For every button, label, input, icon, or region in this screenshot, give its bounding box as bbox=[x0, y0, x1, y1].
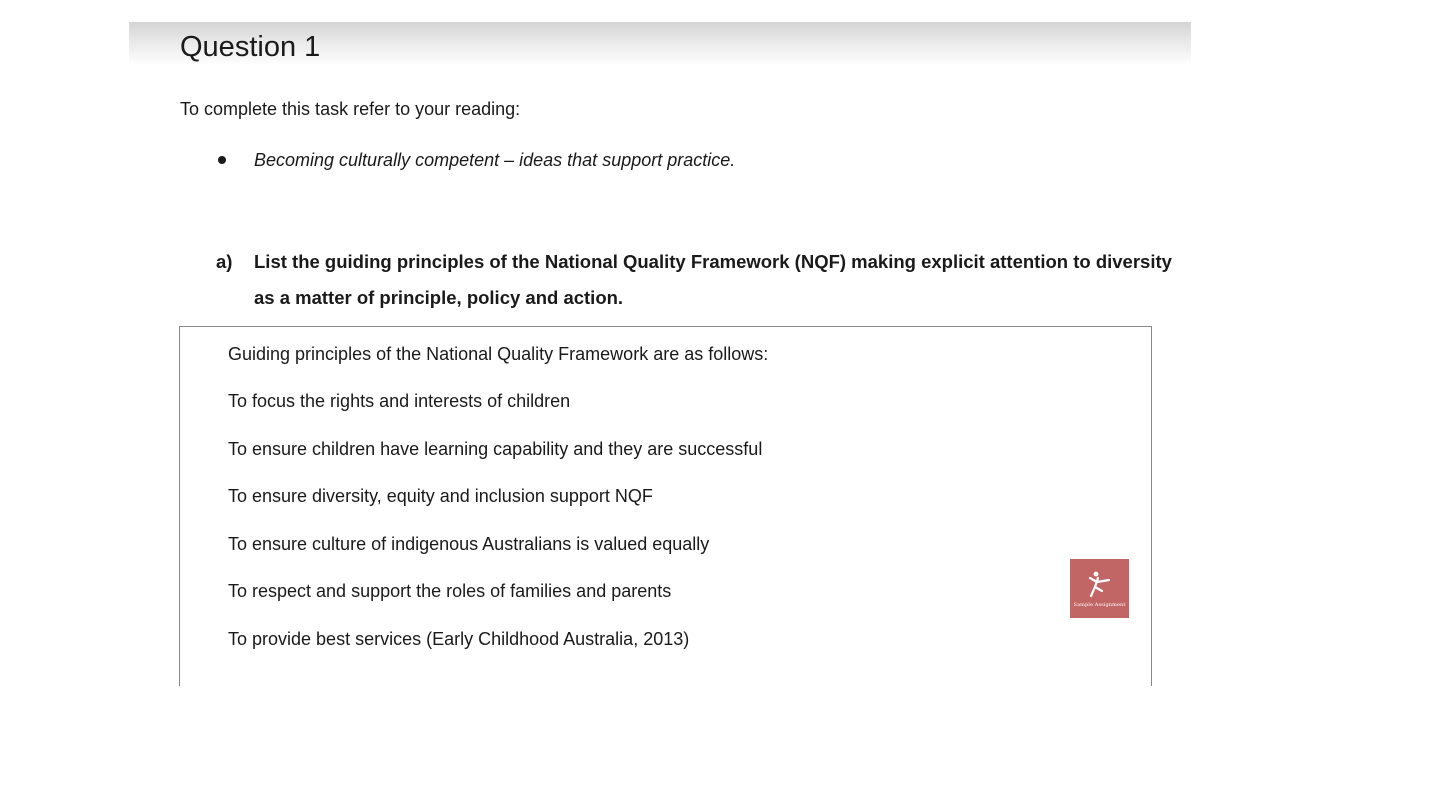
answer-box bbox=[179, 326, 1152, 686]
answer-line: To focus the rights and interests of children bbox=[228, 391, 571, 411]
answer-line: Guiding principles of the National Quality Framework are as follows: bbox=[228, 344, 769, 364]
page-title: Question 1 bbox=[180, 31, 321, 63]
reading-title: Becoming culturally competent – ideas that support practice. bbox=[254, 150, 736, 170]
logo-caption: Sample Assignment bbox=[1073, 602, 1126, 608]
reading-list-item bbox=[215, 148, 735, 172]
answer-line: To ensure diversity, equity and inclusion support NQF bbox=[228, 486, 653, 506]
question-a bbox=[216, 244, 1174, 316]
question-text: List the guiding principles of the National Quality Framework (NQF) making explicit attention to diversity as a matter of principle, policy and action. bbox=[254, 251, 1172, 308]
dancer-figure-icon bbox=[1085, 569, 1115, 601]
bullet-icon bbox=[218, 156, 226, 164]
answer-line: To provide best services (Early Childhood Australia, 2013) bbox=[228, 629, 690, 649]
question-letter: a) bbox=[216, 251, 233, 272]
intro-text: To complete this task refer to your reading: bbox=[180, 99, 521, 119]
heading-band bbox=[129, 22, 1191, 66]
answer-line: To ensure children have learning capability and they are successful bbox=[228, 439, 763, 459]
answer-line: To ensure culture of indigenous Australians is valued equally bbox=[228, 534, 710, 554]
answer-line: To respect and support the roles of families and parents bbox=[228, 581, 672, 601]
sample-assignment-logo bbox=[1070, 559, 1129, 618]
